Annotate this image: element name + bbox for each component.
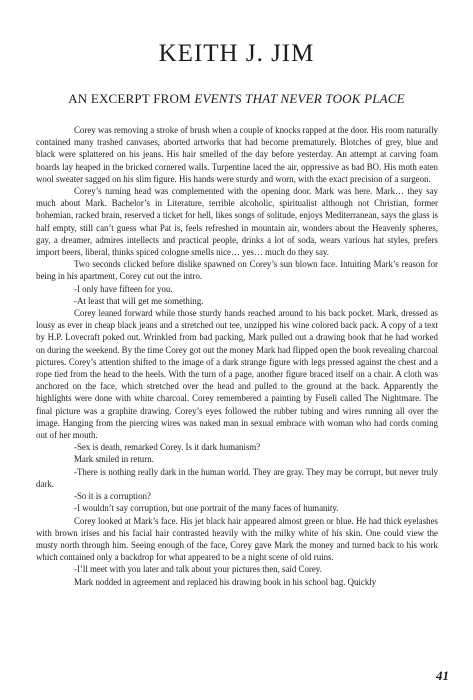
paragraph: -Sex is death, remarked Corey. Is it dark humanism? <box>74 442 261 453</box>
paragraph: Mark smiled in return. <box>74 454 154 465</box>
paragraph: Corey’s turning head was complemented with the opening door. Mark was here. Mark… they say much about Mark. Bachelor’s in Literature, terrible alcoholic, spiritualist although not Christian, former bohemian, racked brain, reserved a ticket for hell, likes songs of solitude, enjoys Mediterranean, says the glass is half empty, still can’t guess what Pat is, feels refreshed in mountain air, wonders about the Heavenly spheres, gay, a dreamer, admires intellects and practical people, drinks a lot of soda, wears various hat styles, prefers import beers, liberal, thinks spiced cologne smells nice… yes… much do they say. <box>36 186 438 258</box>
book-title: EVENTS THAT NEVER TOOK PLACE <box>194 91 405 106</box>
paragraph: -At least that will get me something. <box>74 295 204 306</box>
excerpt-heading <box>0 91 473 107</box>
paragraph: -I wouldn’t say corruption, but one portrait of the many faces of humanity. <box>74 503 339 514</box>
paragraph: -I only have fifteen for you. <box>74 283 173 294</box>
paragraph: -I’ll meet with you later and talk about your pictures then, said Corey. <box>74 564 322 575</box>
excerpt-body <box>36 124 438 588</box>
paragraph: Corey was removing a stroke of brush when a couple of knocks rapped at the door. His room naturally contained many trashed canvases, aborted artworks that had become prematurely. Blotches of grey, blue and black were splattered on his jeans. His hair smelled of the day before yesterday. An attempt at carving foam boards lay heaped in the bricked cornered walls. Turpentine laced the air, oppressive as bad BO. His moth eaten wool sweater sagged on his slim figure. His hands were sturdy and worn, with the exact precision of a surgeon. <box>36 125 438 184</box>
paragraph: Corey looked at Mark’s face. His jet black hair appeared almost green or blue. He had thick eyelashes with brown irises and his facial hair contrasted heavily with the milky white of his skin. One could view the musty north through him. Seeing enough of the face, Corey gave Mark the money and turned back to his work which contained only a backdrop for what appeared to be a night scene of old ruins. <box>36 515 438 563</box>
author-name: KEITH J. JIM <box>158 40 315 67</box>
paragraph: Mark nodded in agreement and replaced his drawing book in his school bag. Quickly <box>74 576 377 587</box>
paragraph: -So it is a corruption? <box>74 491 151 502</box>
excerpt-heading-prefix: AN EXCERPT FROM <box>68 91 195 106</box>
paragraph: Corey leaned forward while those sturdy hands reached around to his back pocket. Mark, dressed as lousy as ever in cheap black jeans and a stretched out tee, unzipped his wine colored back pack. A copy of a text by H.P. Lovecraft poked out. Wrinkled from bad packing, Mark pulled out a drawing book that he had worked on during the weekend. By the time Corey got out the money Mark had flipped open the book revealing charcoal pictures. Corey’s attention shifted to the image of a dark strange figure with legs pressed against the chest and a rope tied from the head to the heels. With the turn of a page, another figure braced itself on a chair. A cloth was anchored on the face, which stretched over the head and pulled to the ground at the back. Apparently the highlights were done with white charcoal. Corey remembered a painting by Fuseli called The Nightmare. The final picture was a graphite drawing. Corey’s eyes followed the rubber tubing and wires running all over the image. Hanging from the piercing wires was naked man in sexual embrace with woman who had cords coming out of her mouth. <box>36 308 438 441</box>
paragraph: -There is nothing really dark in the human world. They are gray. They may be corrupt, but never truly dark. <box>36 466 438 489</box>
page-number: 41 <box>436 668 449 683</box>
paragraph: Two seconds clicked before dislike spawned on Corey’s sun blown face. Intuiting Mark’s reason for being in his apartment, Corey cut out the intro. <box>36 259 438 282</box>
